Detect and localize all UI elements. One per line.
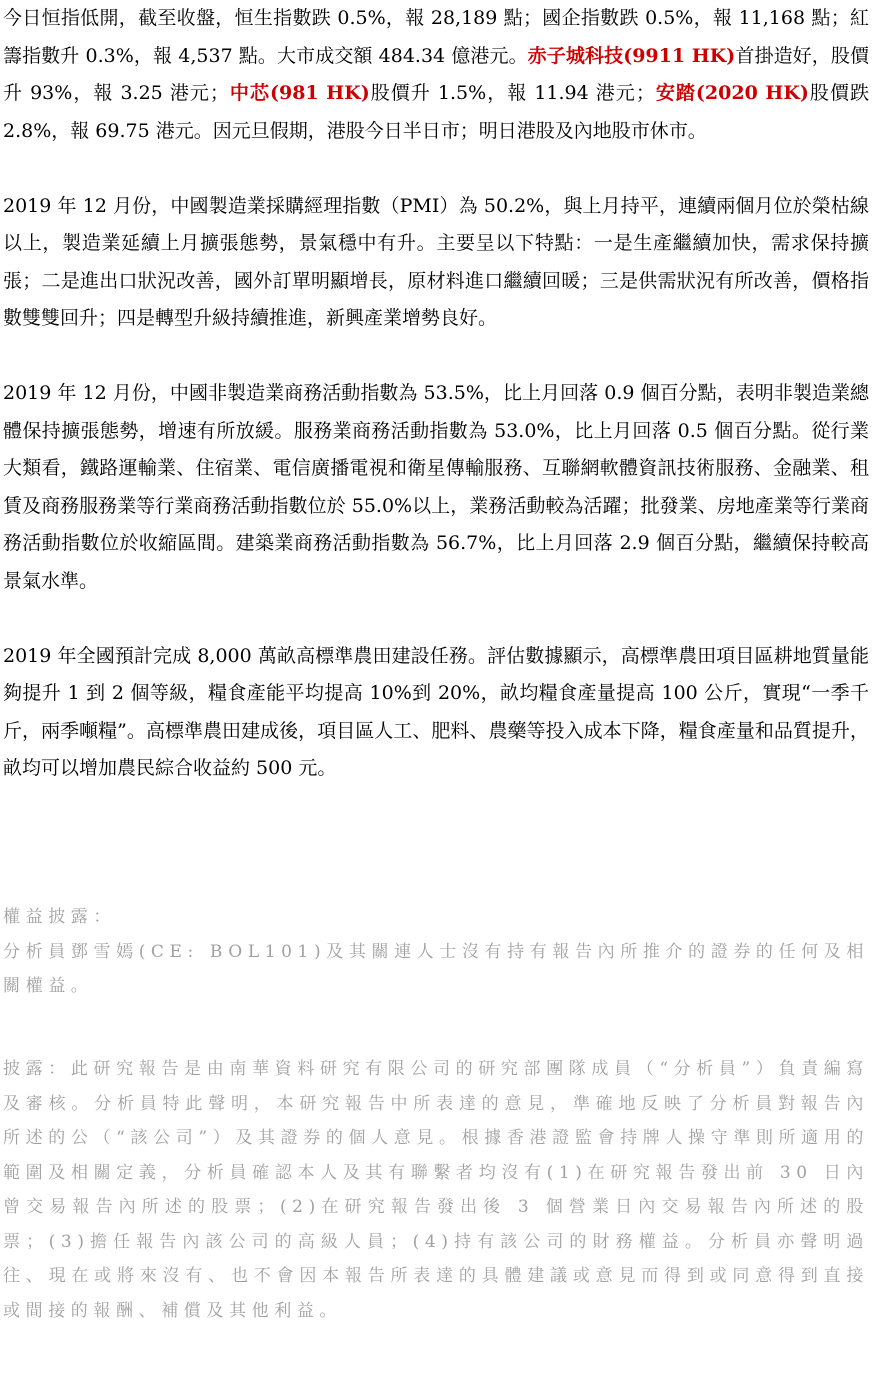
non-manufacturing-paragraph: 2019 年 12 月份，中國非製造業商務活動指數為 53.5%，比上月回落 0.9 個百分點，表明非製造業總體保持擴張態勢，增速有所放緩。服務業商務活動指數為 53.0%，比上月回落 0.5 個百分點。從行業大類看，鐵路運輸業、住宿業、電信廣播電視和衛星傳輸服務、互聯網軟體資訊技術服務、金融業、租賃及商務服務業等行業商務活動指數位於 55.0%以上，業務活動較為活躍；批發業、房地產業等行業商務活動指數位於收縮區間。建築業商務活動指數為 56.7%，比上月回落 2.9 個百分點，繼續保持較高景氣水準。 xyxy=(3,382,869,592)
market-summary-text: 今日恒指低開，截至收盤，恒生指數跌 0.5%，報 28,189 點；國企指數跌 0.5%，報 11,168 點；紅籌指數升 0.3%，報 4,537 點。大市成交額 484.34 億港元。 xyxy=(3,7,869,67)
interest-disclosure-title: 權益披露： xyxy=(3,907,116,927)
market-summary-paragraph xyxy=(3,0,869,150)
stock-name-9911: 赤子城科技(9911 HK) xyxy=(527,44,736,67)
analyst-statement-text: 披露：此研究報告是由南華資料研究有限公司的研究部團隊成員（“分析員”）負責編寫及審核。分析員特此聲明，本研究報告中所表達的意見，準確地反映了分析員對報告內所述的公（“該公司”）及其證券的個人意見。根據香港證監會持牌人操守準則所適用的範圍及相關定義，分析員確認本人及其有聯繫者均沒有(1)在研究報告發出前 30 日內曾交易報告內所述的股票；(2)在研究報告發出後 3 個營業日內交易報告內所述的股票；(3)擔任報告內該公司的高級人員；(4)持有該公司的財務權益。分析員亦聲明過往、現在或將來沒有、也不會因本報告所表達的具體建議或意見而得到或同意得到直接或間接的報酬、補償及其他利益。 xyxy=(3,1059,869,1321)
stock-name-2020: 安踏(2020 HK) xyxy=(654,82,809,104)
market-summary-text-2: 首掛造好，股價升 93%，報 3.25 港元； xyxy=(3,44,869,104)
manufacturing-pmi-paragraph: 2019 年 12 月份，中國製造業採購經理指數（PMI）為 50.2%，與上月持平，連續兩個月位於榮枯線以上，製造業延續上月擴張態勢，景氣穩中有升。主要呈以下特點：一是生產繼續加快，需求保持擴張；二是進出口狀況改善，國外訂單明顯增長，原材料進口繼續回暖；三是供需狀況有所改善，價格指數雙雙回升；四是轉型升級持續推進，新興產業增勢良好。 xyxy=(3,194,869,329)
interest-disclosure-text: 分析員鄧雪嫣(CE: BOL101)及其關連人士沒有持有報告內所推介的證券的任何及相關權益。 xyxy=(3,941,869,996)
analyst-statement-section xyxy=(3,1052,869,1328)
market-summary-text-3: 股價升 1.5%，報 11.94 港元； xyxy=(369,82,655,104)
stock-name-981: 中芯(981 HK) xyxy=(228,82,370,104)
farmland-paragraph: 2019 年全國預計完成 8,000 萬畝高標準農田建設任務。評估數據顯示，高標準農田項目區耕地質量能夠提升 1 到 2 個等級，糧食產能平均提高 10%到 20%，畝均糧食產量提高 100 公斤，實現“一季千斤，兩季噸糧”。高標準農田建成後，項目區人工、肥料、農藥等投入成本下降，糧食產量和品質提升，畝均可以增加農民綜合收益約 500 元。 xyxy=(3,644,869,779)
report-document xyxy=(3,0,869,1321)
interest-disclosure-section xyxy=(3,900,869,1004)
market-summary-text-4: 股價跌 2.8%，報 69.75 港元。因元旦假期，港股今日半日市；明日港股及內地股市休市。 xyxy=(3,82,869,142)
